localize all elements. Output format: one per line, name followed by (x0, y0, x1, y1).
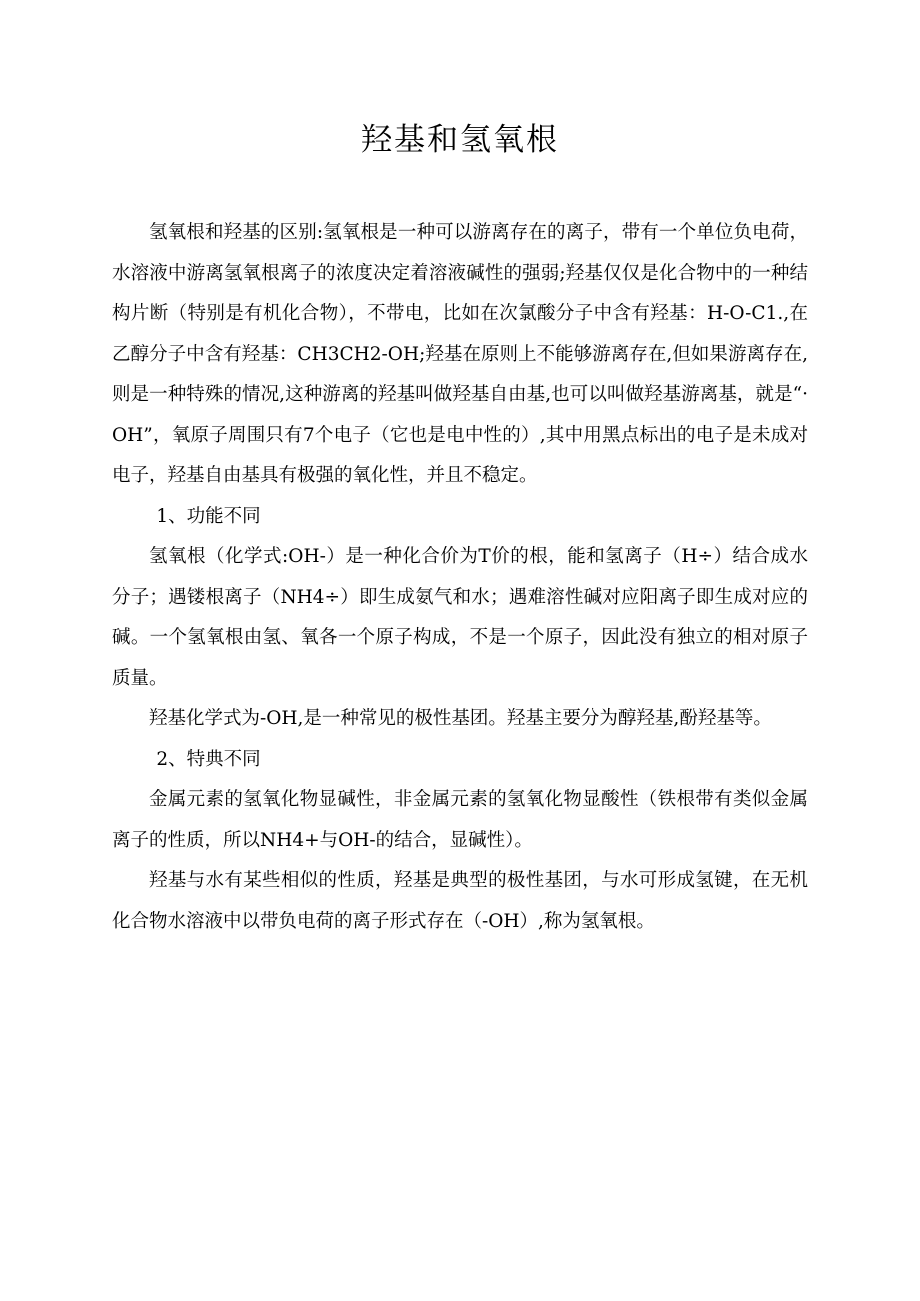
paragraph-hydroxyl-water: 羟基与水有某些相似的性质，羟基是典型的极性基团，与水可形成氢键，在无机化合物水溶液中以带负电荷的离子形式存在（-OH）,称为氢氧根。 (112, 870, 808, 932)
section-heading-properties: 2、特典不同 (156, 748, 261, 770)
paragraph-hydroxide: 氢氧根（化学式:OH-）是一种化合价为T价的根，能和氢离子（H÷）结合成水分子；遇镂根离子（NH4÷）即生成氨气和水；遇难溶性碱对应阳离子即生成对应的碱。一个氢氧根由氢、氧各一个原子构成，不是一个原子，因此没有独立的相对原子质量。 (112, 546, 808, 689)
section-heading-function: 1、功能不同 (156, 505, 261, 527)
page-title: 羟基和氢氧根 (361, 122, 559, 158)
paragraph-difference: 氢氧根和羟基的区别:氢氧根是一种可以游离存在的离子，带有一个单位负电荷，水溶液中游离氢氧根离子的浓度决定着溶液碱性的强弱;羟基仅仅是化合物中的一种结构片断（特别是有机化合物），不带电，比如在次氯酸分子中含有羟基：H-O-C1.,在乙醇分子中含有羟基：CH3CH2-OH;羟基在原则上不能够游离存在,但如果游离存在,则是一种特殊的情况,这种游离的羟基叫做羟基自由基,也可以叫做羟基游离基，就是“·OH”，氧原子周围只有7个电子（它也是电中性的）,其中用黑点标出的电子是未成对电子，羟基自由基具有极强的氧化性，并且不稳定。 (112, 222, 808, 486)
paragraph-metal-hydroxides: 金属元素的氢氧化物显碱性，非金属元素的氢氧化物显酸性（铁根带有类似金属离子的性质，所以NH4+与OH-的结合，显碱性）。 (112, 789, 808, 851)
document-body (112, 213, 808, 942)
paragraph-hydroxyl-formula: 羟基化学式为-OH,是一种常见的极性基团。羟基主要分为醇羟基,酚羟基等。 (149, 708, 772, 729)
